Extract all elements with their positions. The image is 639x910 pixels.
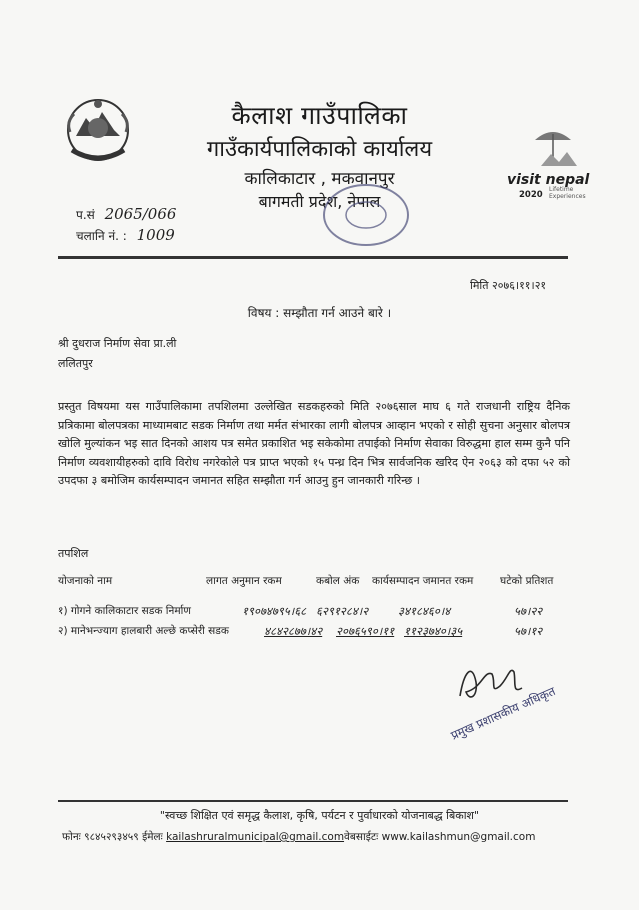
office-stamp bbox=[320, 180, 412, 250]
col-estimate: लागत अनुमान रकम bbox=[206, 575, 282, 587]
col-guarantee: कार्यसम्पादन जमानत रकम bbox=[372, 575, 474, 587]
reference-number bbox=[76, 205, 176, 223]
dispatch-label: चलानि नं. : bbox=[76, 229, 127, 243]
office-name: गाउँकार्यपालिकाको कार्यालय bbox=[206, 137, 433, 162]
header-divider bbox=[58, 256, 568, 259]
row-percent: ५७।१२ bbox=[514, 624, 543, 638]
email-link[interactable]: kailashruralmunicipal@gmail.com bbox=[166, 831, 345, 843]
phone-label: फोनः bbox=[62, 831, 81, 843]
schedule-table-header bbox=[0, 574, 639, 590]
signatory-title: प्रमुख प्रशासकीय अधिकृत bbox=[448, 684, 558, 743]
footer-divider bbox=[58, 800, 568, 802]
dispatch-value: 1009 bbox=[136, 226, 175, 244]
visit-word: visit bbox=[507, 172, 541, 188]
row-project-name: २) मानेभन्ज्याग हालबारी अल्छे कप्सेरी सडक bbox=[58, 625, 229, 637]
col-percent: घटेको प्रतिशत bbox=[500, 575, 554, 587]
table-row bbox=[0, 624, 639, 642]
province-line: बागमती प्रदेश, नेपाल bbox=[258, 192, 381, 211]
row-project-name: १) गोगने कालिकाटार सडक निर्माण bbox=[58, 605, 191, 617]
tagline-line-1: Lifetime bbox=[549, 186, 574, 193]
row-estimate: १९०७४७९५।६८ bbox=[242, 604, 307, 618]
row-bid: ६२९१२८४।२ bbox=[316, 604, 369, 618]
tagline-line-2: Experiences bbox=[549, 193, 586, 200]
email-label: ईमेलः bbox=[142, 831, 163, 843]
col-bid: कबोल अंक bbox=[316, 575, 360, 587]
subject-line: विषय : सम्झौता गर्न आउने बारे । bbox=[247, 306, 392, 320]
ref-label: प.सं bbox=[76, 208, 95, 222]
ref-value: 2065/066 bbox=[104, 205, 177, 223]
table-row bbox=[0, 604, 639, 622]
visit-nepal-tagline bbox=[549, 186, 586, 200]
dispatch-number bbox=[76, 226, 175, 244]
schedule-heading: तपशिल bbox=[58, 547, 89, 560]
org-name: कैलाश गाउँपालिका bbox=[231, 101, 408, 130]
letter-body: प्रस्तुत विषयमा यस गाउँपालिकामा तपशिलमा उल्लेखित सडकहरुको मिति २०७६साल माघ ६ गते राजधानी राष्ट्रिय दैनिक प्रत्रिकामा बोलपत्रका माध्यामबाट सडक निर्माण तथा मर्मत संभारका लागी बोलपत्र आव्हान भएको र सोही सुचना अनुसार बोलपत्र खोलि मुल्यांकन भइ सात दिनको आशय पत्र समेत प्रकाशित भइ सकेकोमा तपाईको निर्माण सेवाका विरुद्धमा हाल सम्म कुनै पनि निर्माण व्यवशायीहरुको दावि विरोध नगरेकोले पत्र प्राप्त भएको १५ पन्ध्र दिन भित्र सार्वजनिक खरिद ऐन २०६३ को दफा ५२ को उपदफा ३ बमोजिम कार्यसम्पादन जमानत सहित सम्झौता गर्न आउनु हुन जानकारी गरिन्छ । bbox=[58, 400, 570, 487]
address-line: कालिकाटार , मकवानपुर bbox=[244, 169, 395, 189]
col-project-name: योजनाको नाम bbox=[58, 575, 113, 587]
row-guarantee: ११२३७४०।३५ bbox=[404, 624, 463, 638]
footer-slogan: "स्वच्छ शिक्षित एवं समृद्ध कैलाश, कृषि, पर्यटन र पुर्वाधारको योजनाबद्ध बिकाश" bbox=[159, 809, 480, 822]
phone-number: ९८४५२९३४५९ bbox=[84, 831, 139, 843]
footer-contact bbox=[62, 830, 535, 844]
visit-nepal-year: 2020 bbox=[519, 190, 543, 200]
visit-nepal-logo bbox=[505, 122, 595, 206]
recipient-name: श्री दुधराज निर्माण सेवा प्रा.ली bbox=[58, 337, 177, 350]
website-label: वेबसाईटः bbox=[344, 831, 379, 843]
nepal-word: nepal bbox=[545, 172, 590, 188]
row-guarantee: ३४१८४६०।४ bbox=[398, 604, 451, 618]
recipient-city: ललितपुर bbox=[58, 357, 93, 370]
letter-date: मिति २०७६।११।२१ bbox=[470, 279, 547, 292]
website-link[interactable]: www.kailashmun@gmail.com bbox=[381, 831, 536, 843]
row-estimate: ४८४२८७७।४२ bbox=[264, 624, 323, 638]
row-bid: २०७६५९०।११ bbox=[336, 624, 395, 638]
row-percent: ५७।२२ bbox=[514, 604, 543, 618]
